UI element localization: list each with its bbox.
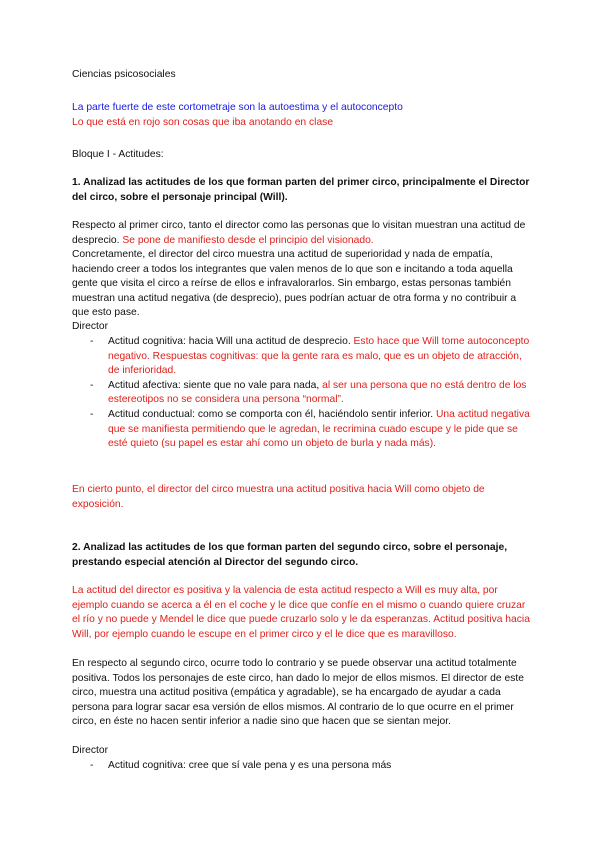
q1-paragraph-1-text: Respecto al primer circo, tanto el director como las personas que lo visitan muestran una actitud de desprecio.	[72, 220, 526, 246]
list-item-note: Esto hace que Will tome autoconcepto negativo. Respuestas cognitivas: que la gente rara es malo, que es un objeto de atracción, de inferioridad.	[108, 336, 530, 377]
q1-paragraph-1-note: Se pone de manifiesto desde el principio del visionado.	[122, 234, 374, 246]
q2-director-list	[72, 759, 530, 774]
q1-closing-note: En cierto punto, el director del circo muestra una actitud positiva hacia Will como objeto de exposición.	[72, 484, 485, 510]
list-dash: -	[90, 408, 94, 420]
list-item	[72, 408, 530, 452]
q2-paragraph-2: En respecto al segundo circo, ocurre todo lo contrario y se puede observar una actitud totalmente positiva. Todos los personajes de este circo, han dado lo mejor de ellos mismos. El director de este circo, muestra una actitud positiva (empática y agradable), se ha encargado de ayudar a cada persona para lograr sacar esa versión de ellos mismos. Al contrario de lo que ocurre en el primer circo, en éste no hacen sentir inferior a nadie sino que hacen que se sientan mejor.	[72, 658, 524, 728]
list-item-text: Actitud cognitiva: cree que sí vale pena y es una persona más	[108, 760, 392, 771]
list-item-note: Una actitud negativa que se manifiesta permitiendo que le agredan, le recrimina cuado escupe y le pide que se esté quieto (su papel es estar ahí como un objeto de burla y nada más).	[108, 408, 530, 450]
list-item	[72, 335, 530, 379]
course-title: Ciencias psicosociales	[72, 69, 176, 80]
list-item-text: Actitud cognitiva: hacia Will una actitud de desprecio.	[108, 336, 354, 347]
q1-director-list	[72, 335, 530, 452]
list-item	[72, 379, 530, 408]
list-item	[72, 759, 530, 774]
block-title: Bloque I - Actitudes:	[72, 149, 164, 160]
list-item-text: Actitud conductual: como se comporta con él, haciéndolo sentir inferior.	[108, 408, 436, 420]
list-item-note: al ser una persona que no está dentro de los estereotipos no se considera una persona “normal”.	[108, 379, 527, 406]
list-dash: -	[90, 379, 94, 391]
list-dash: -	[90, 760, 94, 771]
question-1: 1. Analizad las actitudes de los que forman parten del primer circo, principalmente el Director del circo, sobre el personaje principal (Will).	[72, 177, 530, 203]
q2-red-paragraph: La actitud del director es positiva y la valencia de esta actitud respecto a Will es muy alta, por ejemplo cuando se acerca a él en el coche y le dice que confíe en el mismo o cuando quiere cruzar el río y no puede y Mendel le dice que puede cruzarlo solo y le da esperanzas. Actitud positiva hacia Will, por ejemplo cuando le escupe en el primer circo y el le dice que es maravilloso.	[72, 585, 530, 640]
q1-director-label: Director	[72, 321, 109, 332]
list-item-text: Actitud afectiva: siente que no vale para nada,	[108, 379, 323, 391]
q2-director-label: Director	[72, 745, 109, 756]
intro-blue-line: La parte fuerte de este cortometraje son la autoestima y el autoconcepto	[72, 102, 403, 113]
q1-paragraph-2: Concretamente, el director del circo muestra una actitud de superioridad y nada de empatía, haciendo creer a todos los integrantes que valen menos de lo que son e incitando a toda aquella gente que visita el circo a reírse de ellos e infravalorarlos. Sin embargo, estas personas también muestran una actitud negativa (de desprecio), pues podrían actuar de otra forma y no contribuir a que esto pase.	[72, 249, 517, 319]
question-2: 2. Analizad las actitudes de los que forman parten del segundo circo, sobre el personaje, prestando especial atención al Director del segundo circo.	[72, 542, 508, 568]
list-dash: -	[90, 336, 94, 347]
intro-red-line: Lo que está en rojo son cosas que iba anotando en clase	[72, 117, 334, 128]
q1-paragraph-1	[72, 219, 530, 248]
